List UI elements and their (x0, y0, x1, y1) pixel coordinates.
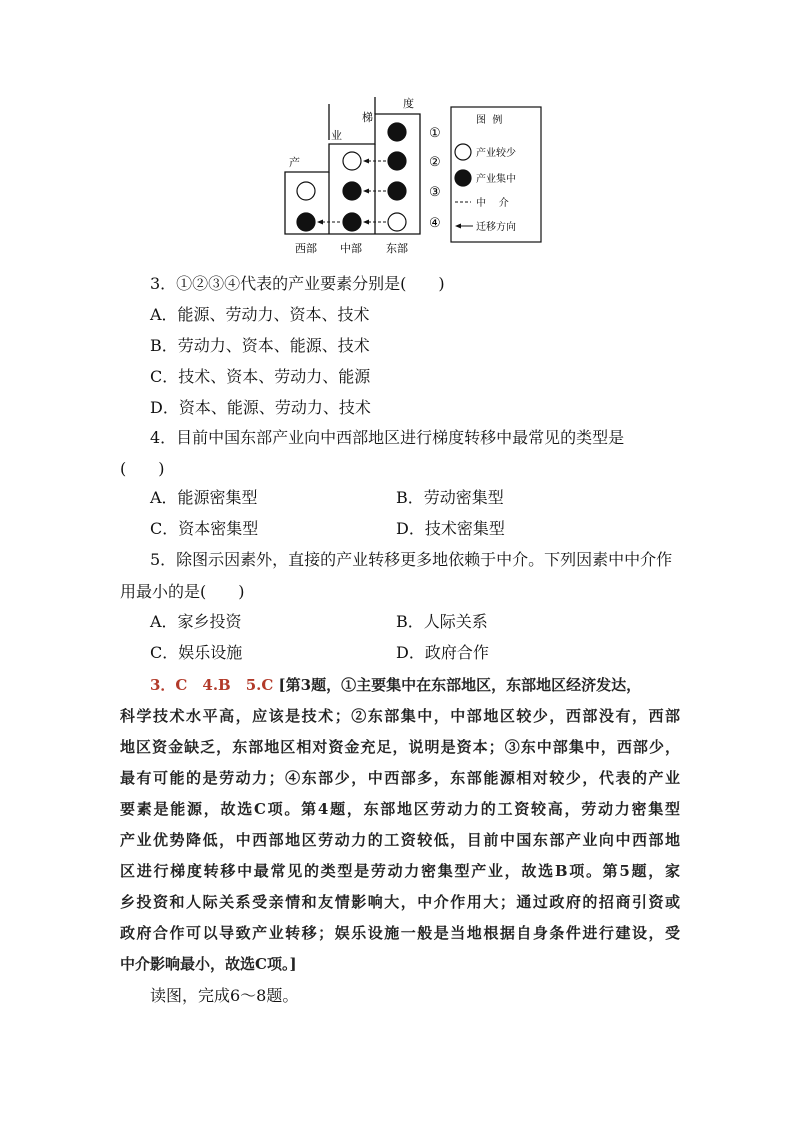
q5-stem-line1: 5．除图示因素外，直接的产业转移更多地依赖于中介。下列因素中中介作 (150, 550, 673, 569)
west-row4-concentrated (297, 213, 315, 231)
central-row3-concentrated (343, 182, 361, 200)
row-label-2: ② (429, 155, 441, 170)
region-west: 西部 (295, 242, 317, 255)
answer-line: 产业优势降低，中西部地区劳动力的工资较低，目前中国东部产业向中西部地 (120, 831, 680, 849)
legend-intermediary-label: 中 介 (476, 198, 509, 209)
answer-line: 区进行梯度转移中最常见的类型是劳动力密集型产业，故选B项。第5题，家 (120, 862, 680, 880)
answer-key: 3．C 4.B 5.C (150, 676, 274, 694)
q5-option-c: C．娱乐设施 (150, 643, 243, 662)
legend-concentrated-label: 产业集中 (476, 174, 516, 185)
next-section-prompt: 读图，完成6～8题。 (150, 986, 299, 1005)
central-row4-concentrated (343, 213, 361, 231)
axis-char-chan: 产 (289, 156, 300, 169)
answer-line: 乡投资和人际关系受亲情和友情影响大，中介作用大；通过政府的招商引资或 (120, 893, 680, 911)
central-row2-few (343, 152, 361, 170)
legend-few-label: 产业较少 (476, 148, 516, 159)
q5-option-b: B．人际关系 (396, 612, 488, 631)
q5-option-a: A．家乡投资 (150, 612, 242, 631)
q5-option-d: D．政府合作 (396, 643, 489, 662)
legend-few-icon (455, 144, 471, 160)
row-label-3: ③ (429, 185, 441, 200)
axis-char-du: 度 (403, 97, 414, 110)
legend-direction-label: 迁移方向 (476, 222, 516, 233)
answer-line: 政府合作可以导致产业转移；娱乐设施一般是当地根据自身条件进行建设，受 (120, 924, 680, 942)
east-row1-concentrated (388, 123, 406, 141)
region-east: 东部 (386, 242, 408, 255)
axis-char-ti: 梯 (362, 111, 373, 124)
axis-char-ye: 业 (331, 129, 342, 142)
q4-option-a: A．能源密集型 (150, 488, 258, 507)
answer-explanation (120, 670, 680, 980)
answer-line: 中介影响最小，故选C项。] (120, 955, 297, 973)
row-label-4: ④ (429, 216, 441, 231)
q5-stem-line2: 用最小的是( ) (120, 582, 245, 601)
q4-option-c: C．资本密集型 (150, 519, 259, 538)
legend (451, 107, 541, 242)
legend-title: 图 例 (476, 115, 503, 126)
q3-stem: 3．①②③④代表的产业要素分别是( ) (150, 274, 445, 293)
east-row2-concentrated (388, 152, 406, 170)
answer-line: 地区资金缺乏，东部地区相对资金充足，说明是资本；③东中部集中，西部少， (120, 738, 680, 756)
q3-option-b: B．劳动力、资本、能源、技术 (150, 336, 370, 355)
q3-option-c: C．技术、资本、劳动力、能源 (150, 367, 371, 386)
legend-concentrated-icon (455, 170, 471, 186)
answer-first-line (120, 670, 680, 701)
west-row3-few (297, 182, 315, 200)
region-central: 中部 (340, 242, 362, 255)
answer-line: 要素是能源，故选C项。第4题，东部地区劳动力的工资较高，劳动力密集型 (120, 800, 680, 818)
industry-gradient-diagram (270, 92, 560, 262)
q4-option-b: B．劳动密集型 (396, 488, 504, 507)
q3-option-a: A．能源、劳动力、资本、技术 (150, 305, 370, 324)
q4-option-d: D．技术密集型 (396, 519, 505, 538)
q4-stem-line1: 4．目前中国东部产业向中西部地区进行梯度转移中最常见的类型是 (150, 428, 625, 447)
answer-first-line-rest: [第3题，①主要集中在东部地区，东部地区经济发达， (278, 676, 642, 694)
circles (297, 123, 406, 231)
east-row4-few (388, 213, 406, 231)
q3-option-d: D．资本、能源、劳动力、技术 (150, 398, 371, 417)
east-row3-concentrated (388, 182, 406, 200)
row-label-1: ① (429, 126, 441, 141)
answer-line: 科学技术水平高，应该是技术；②东部集中，中部地区较少，西部没有，西部 (120, 707, 680, 725)
answer-line: 最有可能的是劳动力；④东部少，中西部多，东部能源相对较少，代表的产业 (120, 769, 680, 787)
q4-stem-line2: ( ) (120, 459, 165, 478)
